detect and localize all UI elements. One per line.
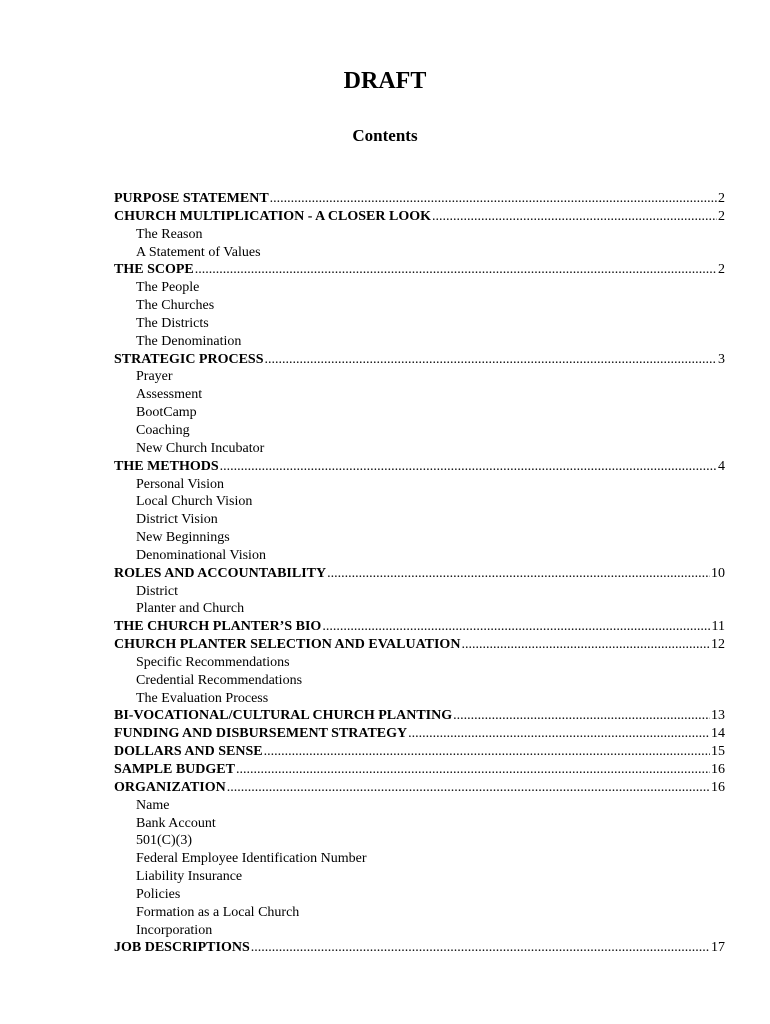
toc-entry[interactable] <box>114 939 725 957</box>
toc-page-number: 12 <box>711 637 725 653</box>
toc-subentry[interactable]: Liability Insurance <box>136 869 243 885</box>
document-title: DRAFT <box>343 68 427 94</box>
toc-subentry[interactable]: Credential Recommendations <box>136 672 303 688</box>
toc-subentry[interactable]: The Evaluation Process <box>136 690 269 706</box>
toc-subentry[interactable]: Federal Employee Identification Number <box>136 851 367 867</box>
toc-subentry[interactable]: Denominational Vision <box>136 547 266 563</box>
toc-subentry[interactable]: Formation as a Local Church <box>136 904 300 920</box>
toc-subentry[interactable]: The Reason <box>136 226 203 242</box>
toc-dot-leader <box>453 707 710 725</box>
toc-subentry[interactable]: The People <box>136 280 200 296</box>
toc-entry[interactable] <box>114 707 725 725</box>
toc-page-number: 16 <box>711 762 725 777</box>
toc-dot-leader <box>270 190 717 208</box>
toc-page-number: 14 <box>711 726 725 742</box>
toc-entry-label: THE METHODS <box>114 458 219 474</box>
toc-entry-label: CHURCH PLANTER SELECTION AND EVALUATION <box>114 637 461 653</box>
toc-subentry[interactable]: BootCamp <box>136 405 197 421</box>
toc-subentry[interactable]: District Vision <box>136 512 218 528</box>
toc-entry-label: CHURCH MULTIPLICATION - A CLOSER LOOK <box>114 208 431 224</box>
toc-dot-leader <box>227 779 710 797</box>
toc-page-number: 11 <box>711 619 725 635</box>
toc-entry-label: JOB DESCRIPTIONS <box>114 940 250 956</box>
toc-entry[interactable] <box>114 743 725 761</box>
toc-entry-label: SAMPLE BUDGET <box>114 762 235 777</box>
toc-page-number: 17 <box>711 940 725 956</box>
toc-subentry[interactable]: District <box>136 583 178 599</box>
toc-subentry[interactable]: 501(C)(3) <box>136 833 192 849</box>
contents-heading: Contents <box>352 126 418 145</box>
toc-subentry[interactable]: New Beginnings <box>136 530 230 546</box>
toc-page-number: 2 <box>718 262 725 278</box>
toc-entry[interactable] <box>114 565 725 583</box>
table-of-contents <box>114 190 725 957</box>
toc-entry[interactable] <box>114 458 725 476</box>
toc-page-number: 2 <box>718 191 725 206</box>
toc-dot-leader <box>265 351 717 369</box>
toc-subentry[interactable]: Personal Vision <box>136 476 224 492</box>
toc-entry[interactable] <box>114 761 725 779</box>
toc-subentry[interactable]: The Districts <box>136 315 209 331</box>
toc-entry-label: STRATEGIC PROCESS <box>114 351 264 367</box>
toc-subentry[interactable]: Assessment <box>136 387 203 403</box>
toc-subentry[interactable]: Specific Recommendations <box>136 654 290 670</box>
toc-entry-label: DOLLARS AND SENSE <box>114 744 263 760</box>
toc-entry[interactable] <box>114 351 725 369</box>
toc-entry[interactable] <box>114 618 725 636</box>
toc-subentry[interactable]: The Churches <box>136 298 215 314</box>
toc-subentry[interactable]: Policies <box>136 886 181 902</box>
toc-entry-label: THE SCOPE <box>114 262 194 278</box>
toc-entry-label: THE CHURCH PLANTER’S BIO <box>114 619 322 635</box>
toc-page-number: 2 <box>718 208 725 224</box>
toc-dot-leader <box>461 636 710 654</box>
toc-subentry[interactable]: Bank Account <box>136 815 216 831</box>
toc-entry-label: ORGANIZATION <box>114 779 226 795</box>
toc-dot-leader <box>327 565 710 583</box>
toc-subentry[interactable]: Incorporation <box>136 922 213 938</box>
toc-entry[interactable] <box>114 190 725 208</box>
toc-page-number: 13 <box>711 708 725 724</box>
toc-subentry[interactable]: Coaching <box>136 422 190 438</box>
toc-page-number: 16 <box>711 779 725 795</box>
toc-entry-label: FUNDING AND DISBURSEMENT STRATEGY <box>114 726 408 742</box>
toc-entry[interactable] <box>114 208 725 226</box>
toc-dot-leader <box>251 939 710 957</box>
toc-page-number: 10 <box>711 565 725 581</box>
toc-entry-label: BI-VOCATIONAL/CULTURAL CHURCH PLANTING <box>114 708 453 724</box>
toc-entry-label: ROLES AND ACCOUNTABILITY <box>114 565 327 581</box>
toc-dot-leader <box>236 761 710 779</box>
toc-subentry[interactable]: Name <box>136 797 170 813</box>
toc-subentry[interactable]: A Statement of Values <box>136 244 261 260</box>
toc-page-number: 15 <box>711 744 725 760</box>
toc-dot-leader <box>195 261 717 279</box>
toc-entry[interactable] <box>114 636 725 654</box>
toc-dot-leader <box>220 458 717 476</box>
toc-entry[interactable] <box>114 261 725 279</box>
toc-subentry[interactable]: Planter and Church <box>136 601 245 617</box>
toc-entry[interactable] <box>114 725 725 743</box>
toc-dot-leader <box>322 618 710 636</box>
toc-entry-label: PURPOSE STATEMENT <box>114 191 269 206</box>
toc-dot-leader <box>408 725 710 743</box>
toc-entry[interactable] <box>114 779 725 797</box>
toc-dot-leader <box>432 208 717 226</box>
toc-subentry[interactable]: Local Church Vision <box>136 494 253 510</box>
toc-subentry[interactable]: The Denomination <box>136 333 242 349</box>
toc-page-number: 3 <box>718 351 725 367</box>
toc-subentry[interactable]: New Church Incubator <box>136 440 265 456</box>
toc-subentry[interactable]: Prayer <box>136 369 173 385</box>
toc-page-number: 4 <box>718 458 725 474</box>
toc-dot-leader <box>264 743 710 761</box>
